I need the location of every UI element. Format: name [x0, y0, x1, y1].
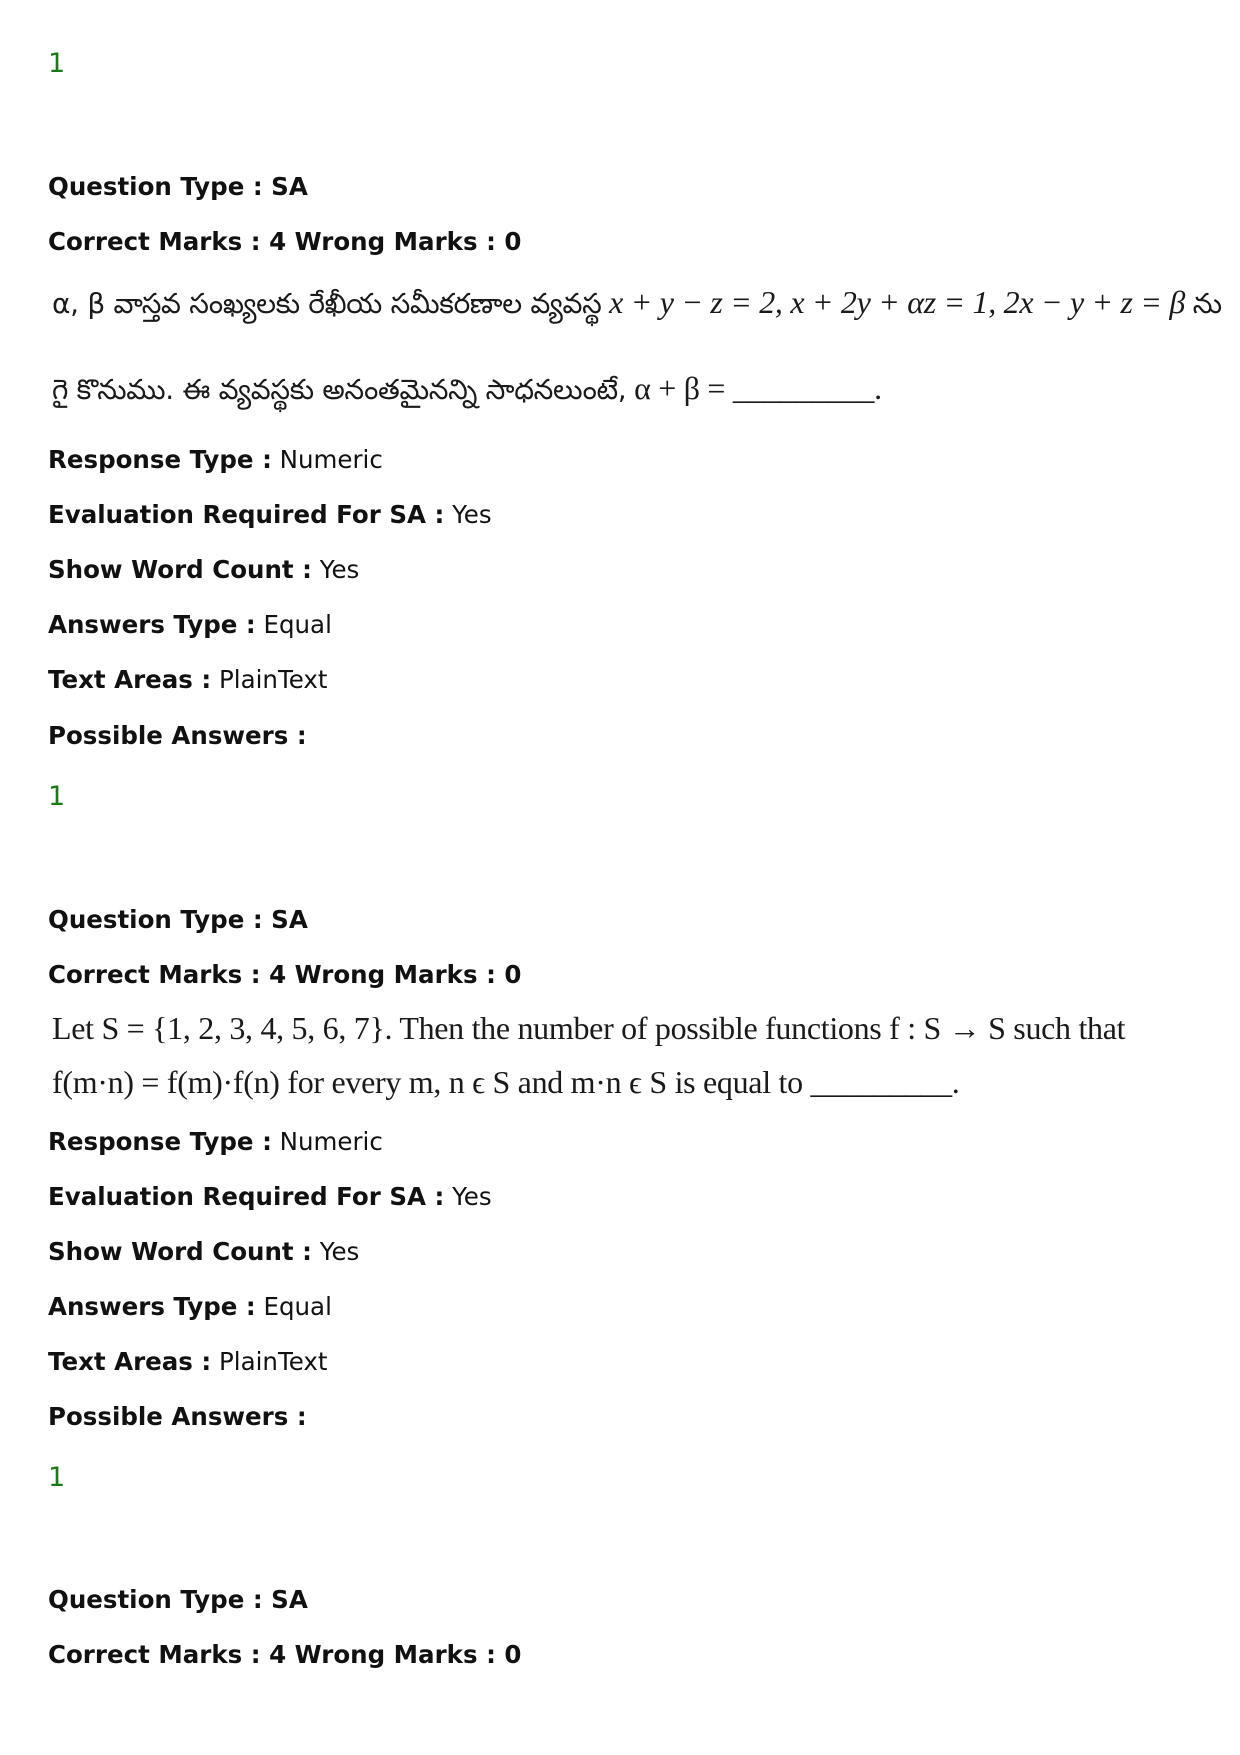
text-areas [48, 665, 328, 695]
evaluation-required-key: Evaluation Required For SA : [48, 1182, 445, 1211]
question-blank-expression: α + β = _________. [634, 370, 882, 406]
question-type: Question Type : SA [48, 905, 308, 934]
show-word-count-value: Yes [319, 555, 360, 584]
show-word-count-key: Show Word Count : [48, 555, 312, 584]
correct-marks: Correct Marks : 4 Wrong Marks : 0 [48, 960, 522, 989]
evaluation-required-key: Evaluation Required For SA : [48, 500, 445, 529]
answers-type-key: Answers Type : [48, 1292, 256, 1321]
question-type: Question Type : SA [48, 1585, 308, 1614]
previous-possible-answer: 1 [48, 48, 66, 79]
possible-answer: 1 [48, 781, 66, 812]
evaluation-required [48, 500, 492, 530]
show-word-count-key: Show Word Count : [48, 1237, 312, 1266]
question-text-line-2: f(m·n) = f(m)·f(n) for every m, n ϵ S and m·n ϵ S is equal to _________. [52, 1064, 960, 1100]
text-areas-value: PlainText [219, 1347, 328, 1376]
show-word-count [48, 555, 359, 585]
answers-type-value: Equal [263, 1292, 332, 1321]
question-text-telugu-end: ను [1192, 287, 1222, 320]
question-text-line-1: Let S = {1, 2, 3, 4, 5, 6, 7}. Then the number of possible functions f : S → S such that [52, 1010, 1126, 1046]
show-word-count [48, 1237, 359, 1267]
evaluation-required [48, 1182, 492, 1212]
answers-type-value: Equal [263, 610, 332, 639]
evaluation-required-value: Yes [452, 500, 492, 529]
question-text-line-1 [52, 284, 1222, 327]
response-type-value: Numeric [279, 445, 383, 474]
question-equations: x + y − z = 2, x + 2y + αz = 1, 2x − y + z = β [609, 284, 1186, 320]
text-areas-key: Text Areas : [48, 665, 212, 694]
text-areas [48, 1347, 328, 1377]
response-type [48, 1127, 383, 1157]
possible-answers-label: Possible Answers : [48, 1402, 307, 1431]
answers-type [48, 1292, 332, 1322]
answers-type [48, 610, 332, 640]
response-type [48, 445, 383, 475]
question-text-telugu: α, β వాస్తవ సంఖ్యలకు రేఖీయ సమీకరణాల వ్యవస్థ [52, 287, 602, 320]
question-type: Question Type : SA [48, 172, 308, 201]
answers-type-key: Answers Type : [48, 610, 256, 639]
possible-answers-label: Possible Answers : [48, 721, 307, 750]
response-type-key: Response Type : [48, 1127, 272, 1156]
text-areas-value: PlainText [219, 665, 328, 694]
possible-answer: 1 [48, 1462, 66, 1493]
question-text-line-2 [52, 370, 882, 413]
show-word-count-value: Yes [319, 1237, 360, 1266]
correct-marks: Correct Marks : 4 Wrong Marks : 0 [48, 227, 522, 256]
question-text-telugu-2: గై కొనుము. ఈ వ్యవస్థకు అనంతమైనన్ని సాధనలుంటే, [52, 373, 627, 406]
text-areas-key: Text Areas : [48, 1347, 212, 1376]
correct-marks: Correct Marks : 4 Wrong Marks : 0 [48, 1640, 522, 1669]
evaluation-required-value: Yes [452, 1182, 492, 1211]
response-type-key: Response Type : [48, 445, 272, 474]
response-type-value: Numeric [279, 1127, 383, 1156]
